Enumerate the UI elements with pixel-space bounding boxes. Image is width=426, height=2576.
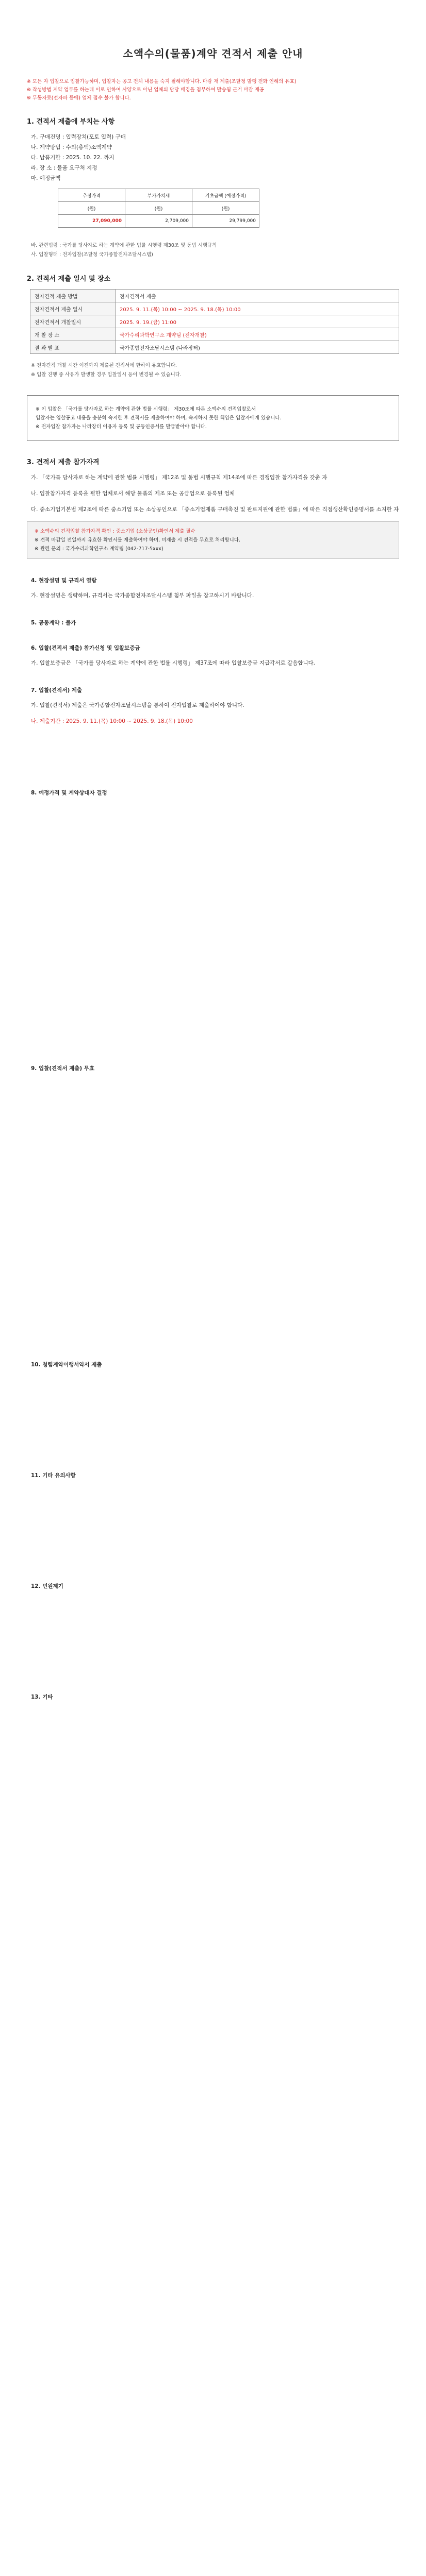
schedule-table (30, 289, 399, 354)
item-estimated-price: 마. 예정금액 (31, 175, 61, 181)
section-9-heading: 9. 입찰(견적서 제출) 무효 (31, 1065, 95, 1072)
section-6-text: 가. 입찰보증금은 「국가를 당사자로 하는 계약에 관한 법률 시행령」 제37조에 따라 입찰보증금 지급각서로 갈음합니다. (31, 660, 316, 666)
warning-line: ※ 무통자료(전자파 등에) 업체 접수 불가 합니다. (27, 95, 131, 101)
notice-box (27, 395, 399, 441)
section-11-heading: 11. 기타 유의사항 (31, 1472, 76, 1479)
price-base: 29,799,000 (192, 215, 259, 228)
item-delivery-deadline: 다. 납품기한 : 2025. 10. 22. 까지 (31, 155, 114, 161)
item-product: 가. 구매건명 : 입력장치(포토 입력) 구매 (31, 134, 126, 140)
price-unit: (원) (58, 202, 125, 215)
section-4-text: 가. 현장설명은 생략하며, 규격서는 국가종합전자조달시스템 첨부 파일을 참고하시기 바랍니다. (31, 592, 254, 599)
note-line: ※ 관련 문의 : 국가수리과학연구소 계약팀 (042-717-5xxx) (35, 546, 163, 552)
section-1-notes (27, 241, 399, 260)
section-10-heading: 10. 청렴계약이행서약서 제출 (31, 1362, 102, 1368)
schedule-value: 2025. 9. 19.(금) 11:00 (116, 315, 399, 328)
document-title: 소액수의(물품)계약 견적서 제출 안내 (123, 47, 303, 60)
section-7-heading: 7. 입찰(견적서) 제출 (31, 687, 83, 693)
price-header-vat: 부가가치세 (125, 189, 192, 202)
note-line: ※ 견적 마감일 전일까지 유효한 확인서를 제출하여야 하며, 미제출 시 견적을 무효로 처리합니다. (35, 537, 240, 543)
schedule-value: 2025. 9. 11.(목) 10:00 ~ 2025. 9. 18.(목) 10:00 (116, 302, 399, 315)
section-4-heading: 4. 현장설명 및 규격서 열람 (31, 578, 97, 584)
item-location: 라. 장 소 : 물품 요구처 지정 (31, 165, 97, 171)
price-vat: 2,709,000 (125, 215, 192, 228)
price-header-estimated: 추정가격 (58, 189, 125, 202)
schedule-value: 국가수리과학연구소 계약팀 (전자개찰) (116, 328, 399, 341)
price-header-base: 기초금액 (예정가격) (192, 189, 259, 202)
section-7-item: 나. 제출기간 : 2025. 9. 11.(목) 10:00 ~ 2025. 9. 18.(목) 10:00 (31, 718, 193, 724)
warning-line: ※ 작성방법 계약 업무를 하는데 이로 인하여 사양으로 아닌 업체의 담당 배경을 첨부하여 발송됨 근거 마감 제공 (27, 87, 265, 93)
note-line: 바. 관련법령 : 국가를 당사자로 하는 계약에 관한 법률 시행령 제30조 및 동법 시행규칙 (31, 243, 217, 248)
note-line: 사. 입찰형태 : 전자입찰(조달청 국가종합전자조달시스템) (31, 252, 153, 258)
section-2-notes (27, 361, 399, 380)
price-table (58, 189, 259, 228)
eligibility-para: 가. 「국가를 당사자로 하는 계약에 관한 법률 시행령」 제12조 및 동법 시행규칙 제14조에 따른 경쟁입찰 참가자격을 갖춘 자 (31, 474, 327, 481)
warning-line: ※ 모든 자 입찰으로 입찰가능하며, 입찰자는 공고 전체 내용을 숙지 필해야합니다. 마감 재 제출(조달청 발행 전화 인해의 유효) (27, 79, 297, 84)
schedule-label: 결 과 발 표 (30, 341, 116, 354)
item-contract-method: 나. 계약방법 : 수의(총액)소액계약 (31, 144, 112, 150)
note-line: ※ 전자견적 개찰 시간 이전까지 제출된 견적서에 한하여 유효합니다. (31, 363, 177, 368)
notice-line: 입찰자는 입찰공고 내용을 충분히 숙지한 후 견적서를 제출하여야 하며, 숙지하지 못한 책임은 입찰자에게 있습니다. (36, 415, 282, 421)
section-3-heading: 3. 견적서 제출 참가자격 (27, 459, 100, 466)
schedule-label: 전자견적서 개찰일시 (30, 315, 116, 328)
schedule-label: 전자견적서 제출 일시 (30, 302, 116, 315)
document-page (27, 21, 399, 1707)
section-7-item: 가. 입찰(견적서) 제출은 국가종합전자조달시스템을 통하여 전자입찰로 제출하여야 합니다. (31, 702, 244, 708)
warning-notice (27, 78, 399, 103)
schedule-label: 개 찰 장 소 (30, 328, 116, 341)
eligibility-para: 나. 입찰참가자격 등록을 필한 업체로서 해당 물품의 제조 또는 공급업으로 등록된 업체 (31, 490, 235, 497)
note-line: ※ 입찰 진행 중 사유가 발생할 경우 입찰일시 등이 변경될 수 있습니다. (31, 372, 182, 378)
section-6-heading: 6. 입찰(견적서 제출) 참가신청 및 입찰보증금 (31, 645, 140, 651)
notice-line: ※ 이 입찰은 「국가를 당사자로 하는 계약에 관한 법률 시행령」 제30조에 따른 소액수의 견적입찰로서 (36, 406, 256, 412)
section-5-heading: 5. 공동계약 : 불가 (31, 620, 76, 626)
price-estimated: 27,090,000 (58, 215, 125, 228)
schedule-value: 전자견적서 제출 (116, 290, 399, 302)
schedule-value: 국가종합전자조달시스템 (나라장터) (116, 341, 399, 354)
notice-line: ※ 전자입찰 참가자는 나라장터 이용자 등록 및 공동인증서를 발급받아야 합니다. (36, 424, 207, 430)
price-unit: (원) (125, 202, 192, 215)
note-line: ※ 소액수의 견적입찰 참가자격 확인 : 중소기업 (소상공인)확인서 제출 필수 (35, 529, 195, 534)
schedule-label: 전자견적 제출 방법 (30, 290, 116, 302)
section-13-heading: 13. 기타 (31, 1694, 53, 1700)
section-12-heading: 12. 민원제기 (31, 1583, 63, 1589)
price-unit: (원) (192, 202, 259, 215)
eligibility-note-box (27, 521, 399, 559)
section-1-heading: 1. 견적서 제출에 부치는 사항 (27, 118, 115, 126)
section-8-heading: 8. 예정가격 및 계약상대자 결정 (31, 790, 107, 796)
eligibility-para: 다. 중소기업기본법 제2조에 따른 중소기업 또는 소상공인으로 「중소기업제품 구매촉진 및 판로지원에 관한 법률」에 따른 직접생산확인증명서를 소지한 자 (31, 506, 399, 513)
section-2-heading: 2. 견적서 제출 일시 및 장소 (27, 275, 111, 283)
